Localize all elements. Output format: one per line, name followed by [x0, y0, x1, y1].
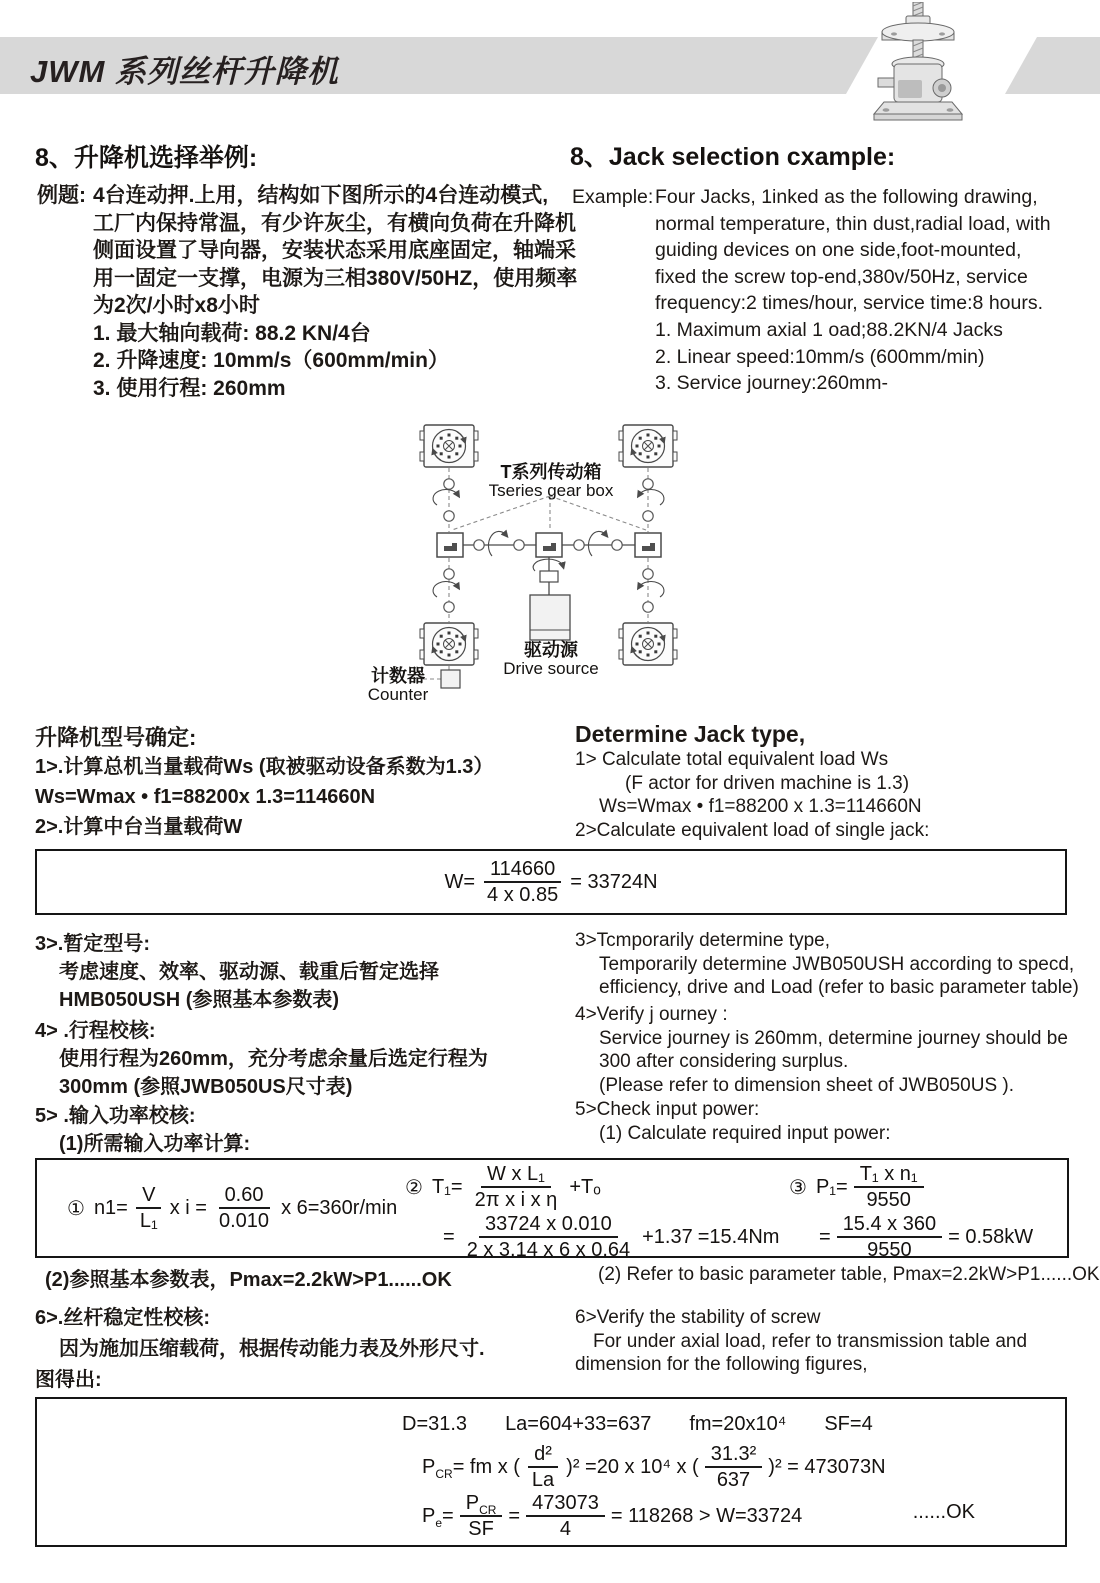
text-line: Ws=Wmax • f1=88200x 1.3=114660N [35, 786, 376, 808]
drive-source-box [530, 595, 570, 640]
circled-1: ① [67, 1197, 85, 1220]
section-title-en: 8、Jack selection cxample: [570, 143, 896, 171]
jack-icon [420, 425, 478, 467]
page-title: JWM 系列丝杆升降机 [30, 54, 339, 89]
t-gearbox-icon [437, 533, 463, 557]
fraction: $\frac{\text{T₁ x n₁}}{9550}$ [854, 1163, 924, 1212]
text-line: 1> Calculate total equivalent load Ws [575, 749, 889, 770]
stability-constants [402, 1413, 873, 1436]
power-formula-box [35, 1158, 1069, 1262]
section6-en [575, 1306, 1027, 1377]
text-line: 4台连动押.上用，结构如下图所示的4台连动模式, [93, 184, 549, 207]
text-line: 为2次/小时x8小时 [93, 294, 260, 317]
example-paragraph-en [572, 184, 1051, 397]
text-line: 用一固定一支撑，电源为三相380V/50HZ，使用频率 [93, 266, 578, 290]
const-La: La=604+33=637 [505, 1413, 652, 1435]
formula-lhs: W= [444, 870, 476, 893]
gearbox-label-zh: T系列传动箱 [500, 462, 602, 482]
text-line: 2. Linear speed:10mm/s (600mm/min) [655, 345, 985, 368]
const-D: D=31.3 [402, 1413, 468, 1435]
counter-label-en: Counter [367, 685, 429, 704]
text-line: 4> .行程校核: [35, 1020, 156, 1042]
text-line: 1. Maximum axial 1 oad;88.2KN/4 Jacks [655, 318, 1003, 341]
text-line: 3. Service journey:260mm- [655, 372, 889, 395]
counter-label [355, 667, 441, 704]
base-plate [874, 102, 962, 114]
determine-title-en: Determine Jack type, [575, 721, 806, 747]
text-line: 6>.丝杆稳定性校核: [35, 1307, 211, 1329]
fraction: $\frac{33724 x 0.010}{2 x 3.14 x 6 x 0.64}$ [466, 1212, 631, 1262]
section5-en [575, 1098, 891, 1145]
text-line: (1) Calculate required input power: [599, 1122, 891, 1144]
flange-disc [882, 23, 954, 41]
text-line: 3>.暂定型号: [35, 933, 151, 955]
formula-rhs: = 33724N [570, 870, 658, 893]
gearbox-label-en: Tseries gear box [488, 481, 614, 500]
text-line: 300mm (参照JWB050US尺寸表) [59, 1076, 353, 1098]
fraction: $\frac{0.60}{0.010}$ [219, 1184, 270, 1233]
text-line: 6>Verify the stability of screw [575, 1307, 821, 1328]
text-line: Temporarily determine JWB050USH according to specd, [599, 953, 1075, 975]
section-title-zh: 8、升降机选择举例: [35, 144, 258, 172]
drive-source-label [466, 641, 636, 678]
section4-en [575, 1003, 1068, 1097]
fraction: $\frac{V}{\text{L₁}}$ [134, 1184, 164, 1233]
formula-p1: ③ P₁= $\frac{\text{T₁ x n₁}}{9550}$ = $\frac{15.4 x 360}{9550}$ = 0.58kW [789, 1163, 1034, 1262]
formula-n1: ① n1= $\frac{V}{\text{L₁}}$ x i = $\frac{0.60}{0.010}$ x 6=360r/min [67, 1184, 398, 1233]
text-line: 图得出: [35, 1369, 102, 1391]
example-label-en: Example: [572, 186, 654, 208]
screw-jack-illustration [850, 2, 990, 124]
text-line: frequency:2 times/hour, service time:8 hours. [655, 292, 1044, 315]
const-fm: fm=20x10⁴ [689, 1413, 787, 1435]
header-banner-right [1005, 37, 1100, 94]
circled-3: ③ [789, 1176, 807, 1199]
text-line: Four Jacks, 1inked as the following drawing, [655, 186, 1038, 208]
example-paragraph-zh [37, 182, 577, 402]
text-line: Ws=Wmax • f1=88200 x 1.3=114660N [599, 796, 922, 817]
fraction: $\frac{15.4 x 360}{9550}$ [837, 1213, 942, 1262]
example-lines-zh [93, 182, 577, 402]
note2-en: (2) Refer to basic parameter table, Pmax=2.2kW>P1......OK [598, 1264, 1100, 1285]
text-line: 1. 最大轴向载荷: 88.2 KN/4台 [93, 321, 371, 345]
text-line: HMB050USH (参照基本参数表) [59, 989, 340, 1011]
circled-2: ② [405, 1176, 423, 1199]
input-shaft [878, 78, 894, 87]
text-line: dimension for the following figures, [575, 1354, 868, 1375]
t-gearbox-icon [536, 533, 562, 557]
const-SF: SF=4 [824, 1413, 873, 1435]
text-line: 300 after considering surplus. [599, 1051, 849, 1072]
text-line: 5> .输入功率校核: [35, 1105, 196, 1127]
text-line: 5>Check input power: [575, 1099, 760, 1120]
label-pointer [452, 496, 550, 530]
formula-lhs: n1= [93, 1196, 128, 1219]
text-line: (F actor for driven machine is 1.3) [625, 772, 910, 794]
fraction: $\frac{\text{d²}}{La}$ [526, 1443, 560, 1492]
text-line: Service journey is 260mm, determine journey should be [599, 1027, 1068, 1049]
text-line: 2. 升降速度: 10mm/s（600mm/min） [93, 349, 449, 372]
text-line: For under axial load, refer to transmission table and [593, 1330, 1028, 1352]
stability-formula-box [35, 1397, 1067, 1547]
fraction: $\frac{\text{31.3²}}{637}$ [705, 1443, 763, 1492]
ok-note: ......OK [912, 1501, 975, 1523]
jack-icon [619, 425, 677, 467]
section4-zh [35, 1017, 488, 1101]
text-line: 2>Calculate equivalent load of single jack: [575, 819, 930, 841]
fraction: $\frac{\text{W x L₁}}{\text{2π x i x η}}$ [474, 1163, 558, 1212]
text-line: (Please refer to dimension sheet of JWB050US ). [599, 1074, 1015, 1096]
text-line: fixed the screw top-end,380v/50Hz, service [655, 265, 1028, 288]
text-line: normal temperature, thin dust,radial load, with [655, 212, 1051, 235]
section3-zh [35, 930, 439, 1014]
fraction: $\frac{114660}{4 x 0.85}$ [481, 858, 564, 907]
text-line: 使用行程为260mm，充分考虑余量后选定行程为 [59, 1048, 488, 1070]
motor-coupling [540, 571, 558, 582]
note2-zh: (2)参照基本参数表，Pmax=2.2kW>P1......OK [45, 1269, 452, 1291]
example-label-zh: 例题: [37, 184, 86, 207]
text-line: 1>.计算总机当量载荷Ws (取被驱动设备系数为1.3） [35, 756, 494, 778]
gearbox-label [440, 463, 662, 500]
example-lines-en [655, 184, 1051, 397]
text-line: 考虑速度、效率、驱动源、载重后暂定选择 [59, 961, 439, 983]
text-line: 工厂内保持常温，有少许灰尘，有横向负荷在升降机 [93, 211, 576, 235]
counter-label-zh: 计数器 [371, 666, 425, 686]
text-line: 2>.计算中台当量载荷W [35, 816, 243, 838]
fraction: $\frac{473073}{4}$ [526, 1492, 605, 1541]
text-line: 3>Tcmporarily determine type, [575, 930, 831, 951]
determine-block-en [575, 720, 929, 842]
text-line: (1)所需输入功率计算: [59, 1133, 251, 1155]
counter-box [441, 670, 460, 688]
text-line: guiding devices on one side,foot-mounted, [655, 239, 1022, 262]
text-line: 侧面设置了导向器，安装状态采用底座固定，轴端采 [93, 239, 576, 262]
load-formula-box [35, 849, 1067, 915]
section3-en [575, 929, 1079, 1000]
text-line: 因为施加压缩载荷，根据传动能力表及外形尺寸. [59, 1338, 485, 1360]
section6-zh [35, 1303, 485, 1396]
formula-pe: $P_e$ = $\frac{P_{CR}}{SF}$ = $\frac{473073}{4}$ = 118268 > W=33724 [422, 1492, 803, 1541]
text-line: efficiency, drive and Load (refer to basic parameter table) [599, 977, 1079, 998]
section5-zh [35, 1102, 250, 1158]
drive-source-label-en: Drive source [503, 659, 599, 678]
fraction: $\frac{P_{CR}}{SF}$ [460, 1492, 503, 1541]
text-line: 4>Verify j ourney : [575, 1004, 728, 1025]
formula-pcr: $P_{CR}$ = fm x ( $\frac{\text{d²}}{La}$ )² =20 x 10⁴ x ( $\frac{\text{31.3²}}{637}$ )² = 473073N [422, 1443, 886, 1492]
formula-t1: ② T₁= $\frac{\text{W x L₁}}{\text{2π x i x η}}$ +Tₒ = $\frac{33724 x 0.010}{2 x 3.14 x 6 x 0.64}$ +1.37 =15.4Nm [405, 1163, 780, 1262]
determine-block-zh [35, 724, 493, 842]
text-line: 3. 使用行程: 260mm [93, 376, 286, 400]
t-gearbox-icon [635, 533, 661, 557]
drive-source-label-zh: 驱动源 [524, 640, 578, 660]
determine-title-zh: 升降机型号确定: [35, 725, 197, 750]
